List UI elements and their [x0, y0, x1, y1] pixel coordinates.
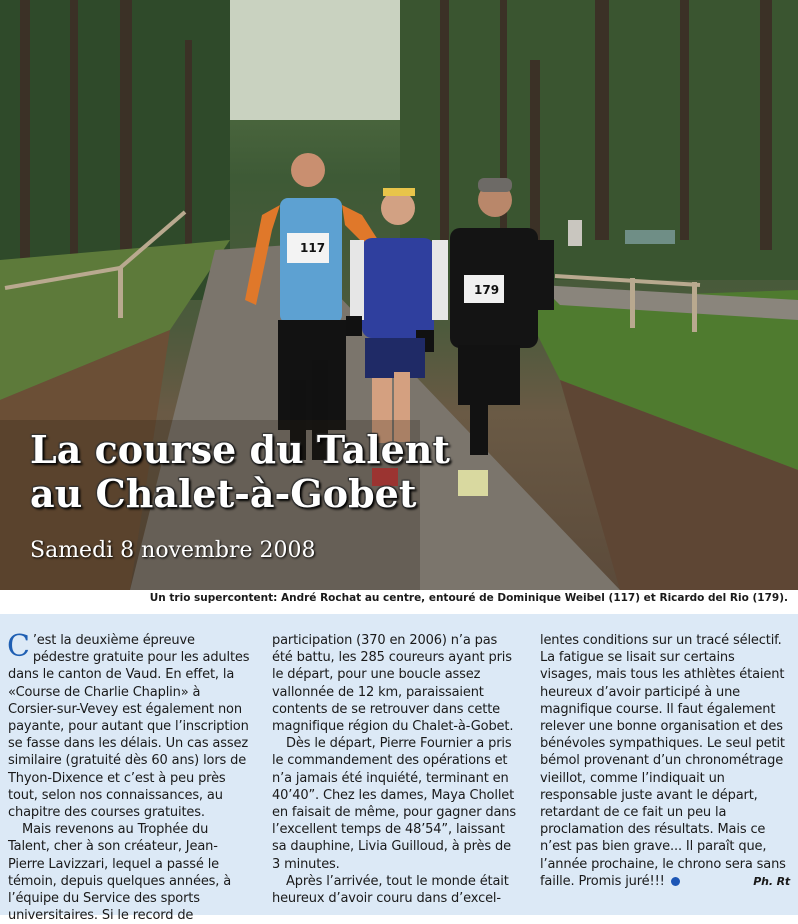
- paragraph-3: participation (370 en 2006) n’a pas été battu, les 285 coureurs ayant pris le départ, pour une boucle assez vallonnée de 12 km, paraissaient contents de se retrouver dans cette magnifique région du Chalet-à-Gobet.: [272, 633, 514, 735]
- paragraph-4: Dès le départ, Pierre Fournier a pris le commandement des opérations et n’a jamais été inquiété, terminant en 40’40”. Chez les dames, Maya Chollet en faisait de même, pour gagner dans l’excellent temps de 48’54”, laissant sa dauphine, Livia Guilloud, à près de 3 minutes.: [272, 736, 517, 872]
- article-title: [30, 428, 450, 516]
- column-1: [7, 629, 253, 924]
- photo-caption: Un trio supercontent: André Rochat au centre, entouré de Dominique Weibel (117) et Ricardo del Rio (179).: [149, 592, 788, 604]
- event-date: Samedi 8 novembre 2008: [30, 538, 316, 563]
- column-2: [272, 632, 517, 907]
- drop-cap: C: [7, 629, 30, 664]
- svg-text:117: 117: [300, 241, 326, 255]
- paragraph-2: Mais revenons au Trophée du Talent, cher à son créateur, Jean-Pierre Lavizzari, lequel a passé le témoin, depuis quelques années, à l’équipe du Service des sports universitaires. Si le record de: [8, 822, 232, 924]
- end-mark-icon: [671, 877, 680, 886]
- article-body: [0, 614, 798, 924]
- paragraph-1: [7, 629, 253, 821]
- title-line-1: La course du Talent: [30, 427, 450, 472]
- paragraph-6: [540, 632, 790, 890]
- title-line-2: au Chalet-à-Gobet: [30, 471, 417, 516]
- paragraph-5: Après l’arrivée, tout le monde était heureux d’avoir couru dans d’excel-: [272, 873, 509, 907]
- column-3: [540, 632, 790, 890]
- photo-credit: Ph. Rt: [753, 874, 790, 888]
- paragraph-1-text: ’est la deuxième épreuve pédestre gratuite pour les adultes dans le canton de Vaud. En effet, la «Course de Charlie Chaplin» à Corsier-sur-Vevey est également non payante, pour autant que l’inscription se fasse dans les délais. Un cas assez similaire (gratuité dès 60 ans) lors de Thyon-Dixence et c’est à peu près tout, selon nos connaissances, au chapitre des courses gratuites.: [8, 633, 250, 821]
- svg-text:179: 179: [474, 283, 500, 297]
- paragraph-6-text: lentes conditions sur un tracé sélectif. La fatigue se lisait sur certains visages, mais tous les athlètes étaient heureux d’avoir participé à une magnifique course. Il faut également relever une bonne organisation et des bénévoles sympathiques. Le seul petit bémol provenant d’un chronométrage vieillot, comme l’indiquait un responsable juste avant le départ, retardant de ce fait un peu la proclamation des résultats. Mais ce n’est pas bien grave... Il paraît que, l’année prochaine, le chrono sera sans faille. Promis juré!!!: [540, 633, 786, 889]
